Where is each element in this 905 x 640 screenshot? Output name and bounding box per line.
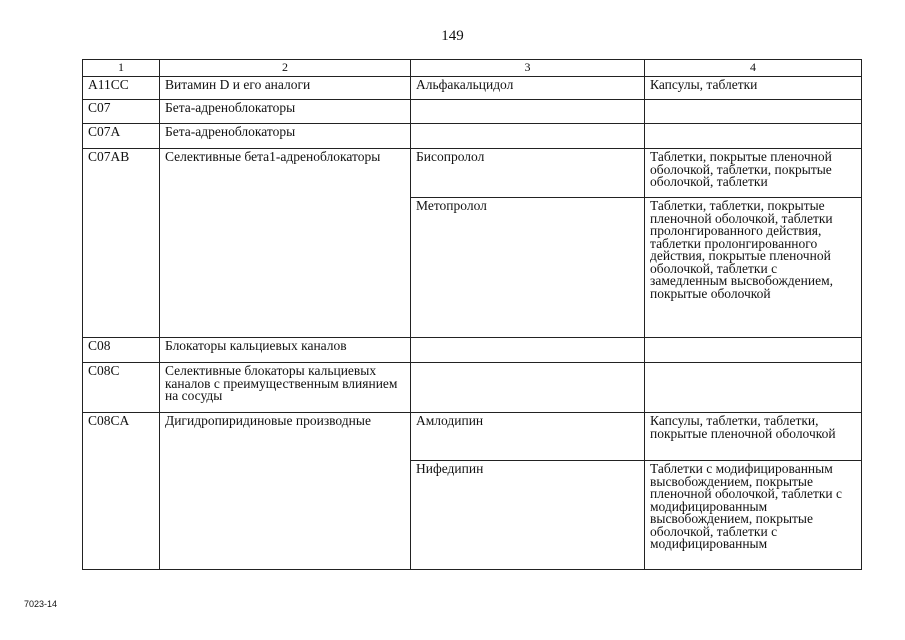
drug-cell: Амлодипин: [411, 413, 645, 461]
table-row: [83, 363, 862, 413]
drug-cell: [411, 100, 645, 124]
dosage-form-cell: Таблетки с модифицированным высвобождением, покрытые пленочной оболочкой, таблетки с модифицированным высвобождением, покрытые оболочкой, таблетки с модифицированным: [645, 461, 862, 570]
table-row: [83, 77, 862, 100]
drug-cell: [411, 363, 645, 413]
dosage-form-cell: Капсулы, таблетки, таблетки, покрытые пленочной оболочкой: [645, 413, 862, 461]
header-row: [83, 60, 862, 77]
drug-cell: Альфакальцидол: [411, 77, 645, 100]
header-col-3: 3: [411, 60, 645, 77]
atc-code-cell: C07A: [83, 124, 160, 149]
atc-code-cell: C08: [83, 338, 160, 363]
dosage-form-cell: Таблетки, покрытые пленочной оболочкой, таблетки, покрытые оболочкой, таблетки: [645, 149, 862, 198]
drug-cell: [411, 124, 645, 149]
header-col-4: 4: [645, 60, 862, 77]
header-col-1: 1: [83, 60, 160, 77]
group-cell: Витамин D и его аналоги: [160, 77, 411, 100]
group-cell: Бета-адреноблокаторы: [160, 124, 411, 149]
group-cell: Бета-адреноблокаторы: [160, 100, 411, 124]
group-cell: Блокаторы кальциевых каналов: [160, 338, 411, 363]
atc-code-cell: C08CA: [83, 413, 160, 570]
dosage-form-cell: [645, 124, 862, 149]
table-row: [83, 100, 862, 124]
header-col-2: 2: [160, 60, 411, 77]
table-row: [83, 149, 862, 198]
group-cell: Селективные бета1-адреноблокаторы: [160, 149, 411, 338]
atc-code-cell: A11CC: [83, 77, 160, 100]
drug-table: [82, 59, 862, 570]
dosage-form-cell: Капсулы, таблетки: [645, 77, 862, 100]
group-cell: Дигидропиридиновые производные: [160, 413, 411, 570]
dosage-form-cell: [645, 363, 862, 413]
atc-code-cell: C08C: [83, 363, 160, 413]
document-code: 7023-14: [24, 599, 58, 609]
dosage-form-cell: [645, 100, 862, 124]
atc-code-cell: C07AB: [83, 149, 160, 338]
group-cell: Селективные блокаторы кальциевых каналов с преимущественным влиянием на сосуды: [160, 363, 411, 413]
table-row: [83, 413, 862, 461]
table-row: [83, 124, 862, 149]
drug-cell: [411, 338, 645, 363]
table-row: [83, 338, 862, 363]
drug-cell: Нифедипин: [411, 461, 645, 570]
atc-code-cell: C07: [83, 100, 160, 124]
dosage-form-cell: [645, 338, 862, 363]
dosage-form-cell: Таблетки, таблетки, покрытые пленочной оболочкой, таблетки пролонгированного действия, таблетки пролонгированного действия, покрытые пленочной оболочкой, таблетки с замедленным высвобождением, покрытые оболочкой: [645, 198, 862, 338]
page-number: 149: [441, 28, 464, 44]
drug-cell: Бисопролол: [411, 149, 645, 198]
drug-cell: Метопролол: [411, 198, 645, 338]
